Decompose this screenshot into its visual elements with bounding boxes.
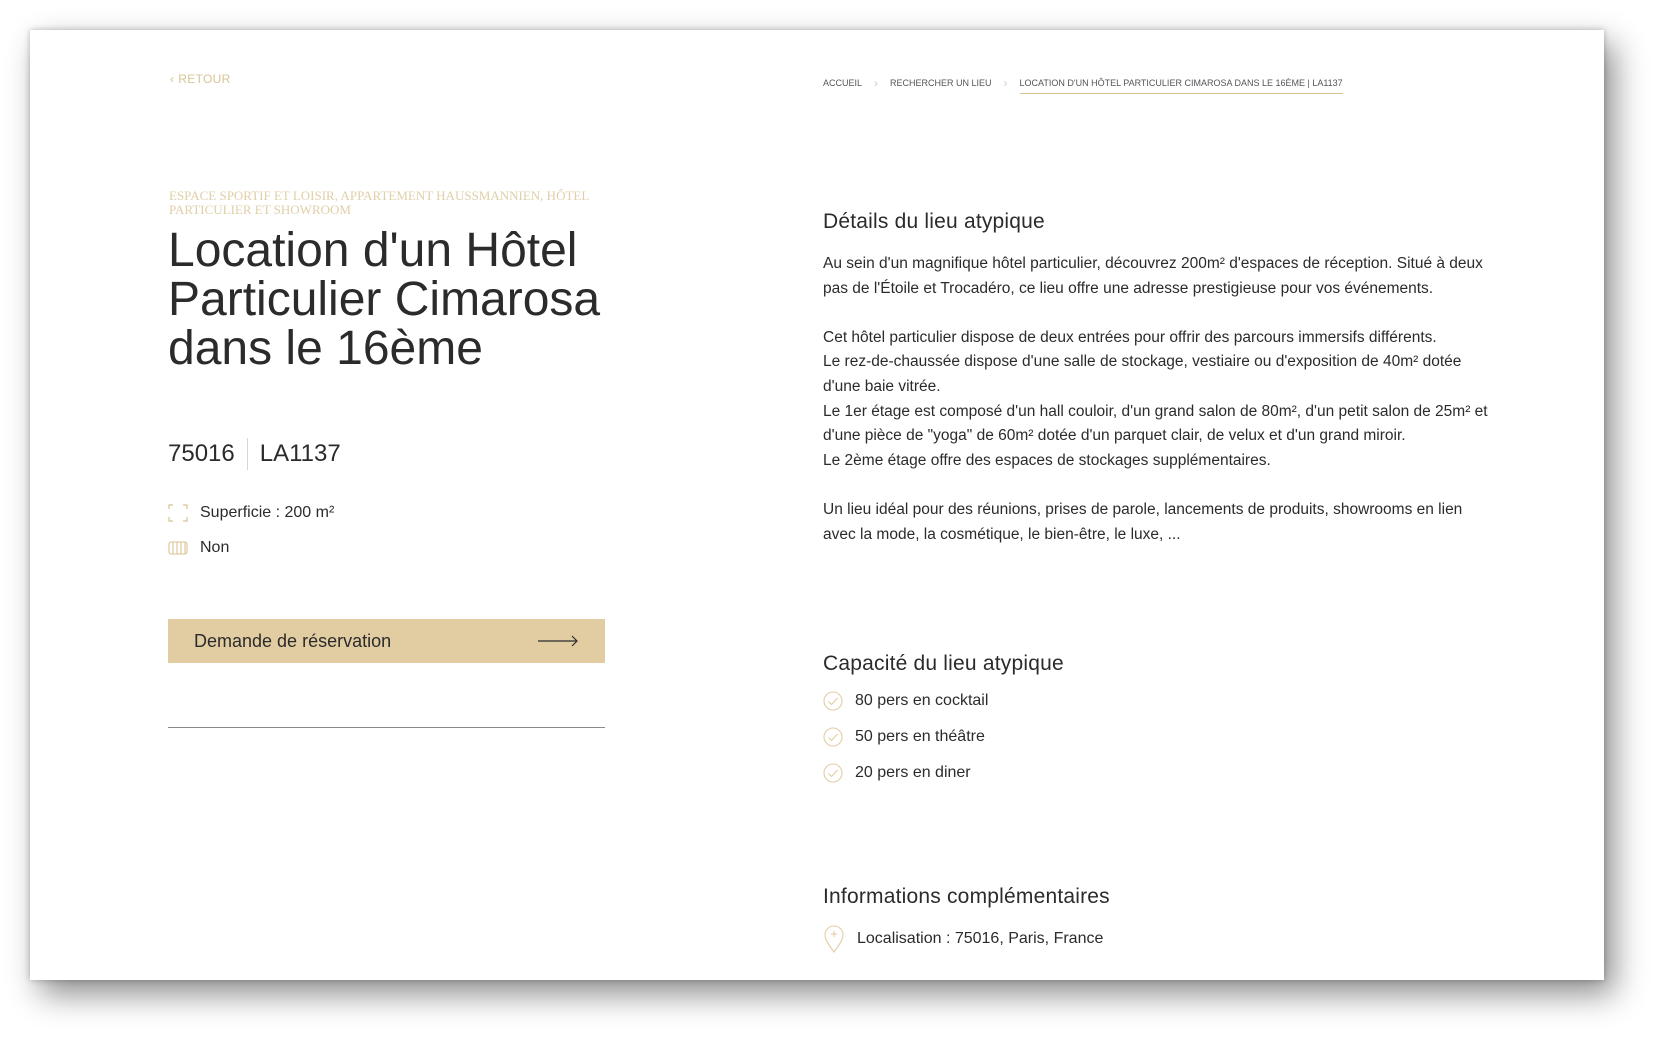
description-paragraph: Le rez-de-chaussée dispose d'une salle de stockage, vestiaire ou d'exposition de 40m² dotée d'une baie vitrée. [823,353,1462,395]
chevron-left-icon: ‹ [170,72,175,86]
capacity-item [823,727,985,747]
location-info [823,925,1103,953]
page-card [30,30,1604,980]
capacity-item [823,763,971,783]
page-title: Location d'un Hôtel Particulier Cimarosa dans le 16ème [168,224,601,375]
capacity-diner: 20 pers en diner [855,764,971,781]
description-paragraph: Le 1er étage est composé d'un hall couloir, d'un grand salon de 80m², d'un petit salon de 25m² et d'une pièce de "yoga" de 60m² dotée d'un parquet clair, de velux et d'un grand miroir. [823,402,1488,445]
details-description [823,252,1488,547]
description-paragraph: Cet hôtel particulier dispose de deux entrées pour offrir des parcours immersifs différents. [823,328,1437,346]
section-divider [168,727,605,728]
listing-codes [168,438,341,470]
back-label: RETOUR [178,72,231,86]
heating-attribute [168,539,229,557]
radiator-icon [168,540,188,556]
details-heading: Détails du lieu atypique [823,210,1045,233]
info-heading: Informations complémentaires [823,885,1110,908]
description-paragraph: Le 2ème étage offre des espaces de stockages supplémentaires. [823,451,1271,469]
postcode: 75016 [168,440,235,467]
reservation-request-label: Demande de réservation [194,630,392,651]
capacity-cocktail: 80 pers en cocktail [855,692,989,709]
check-circle-icon [823,727,843,747]
reservation-request-button[interactable] [168,619,605,663]
capacity-theatre: 50 pers en théâtre [855,728,985,745]
description-paragraph: Au sein d'un magnifique hôtel particulier, découvrez 200m² d'espaces de réception. Situé à deux pas de l'Étoile et Trocadéro, ce lieu offre une adresse prestigieuse pour vos événements. [823,255,1483,297]
map-pin-icon [823,925,845,953]
breadcrumb [823,72,1343,94]
surface-attribute [168,504,334,522]
breadcrumb-search[interactable]: RECHERCHER UN LIEU [890,78,992,88]
arrow-right-icon [537,635,579,647]
codes-divider [247,438,248,470]
surface-text: Superficie : 200 m² [200,504,335,521]
chevron-right-icon: › [1003,76,1008,90]
capacity-heading: Capacité du lieu atypique [823,652,1064,675]
area-icon [168,504,188,522]
location-text: Localisation : 75016, Paris, France [857,930,1104,947]
breadcrumb-current: LOCATION D'UN HÔTEL PARTICULIER CIMAROSA DANS LE 16ÈME | LA1137 [1020,78,1343,94]
description-paragraph: Un lieu idéal pour des réunions, prises de parole, lancements de produits, showrooms en lien avec la mode, la cosmétique, le bien-être, le luxe, ... [823,500,1463,543]
capacity-item [823,691,988,711]
check-circle-icon [823,691,843,711]
listing-categories: ESPACE SPORTIF ET LOISIR, APPARTEMENT HAUSSMANNIEN, HÔTEL PARTICULIER ET SHOWROOM [169,188,589,217]
reference-code: LA1137 [259,440,341,467]
heating-text: Non [200,539,230,556]
check-circle-icon [823,763,843,783]
back-link[interactable] [170,72,231,86]
breadcrumb-home[interactable]: ACCUEIL [823,78,863,88]
chevron-right-icon: › [874,76,879,90]
